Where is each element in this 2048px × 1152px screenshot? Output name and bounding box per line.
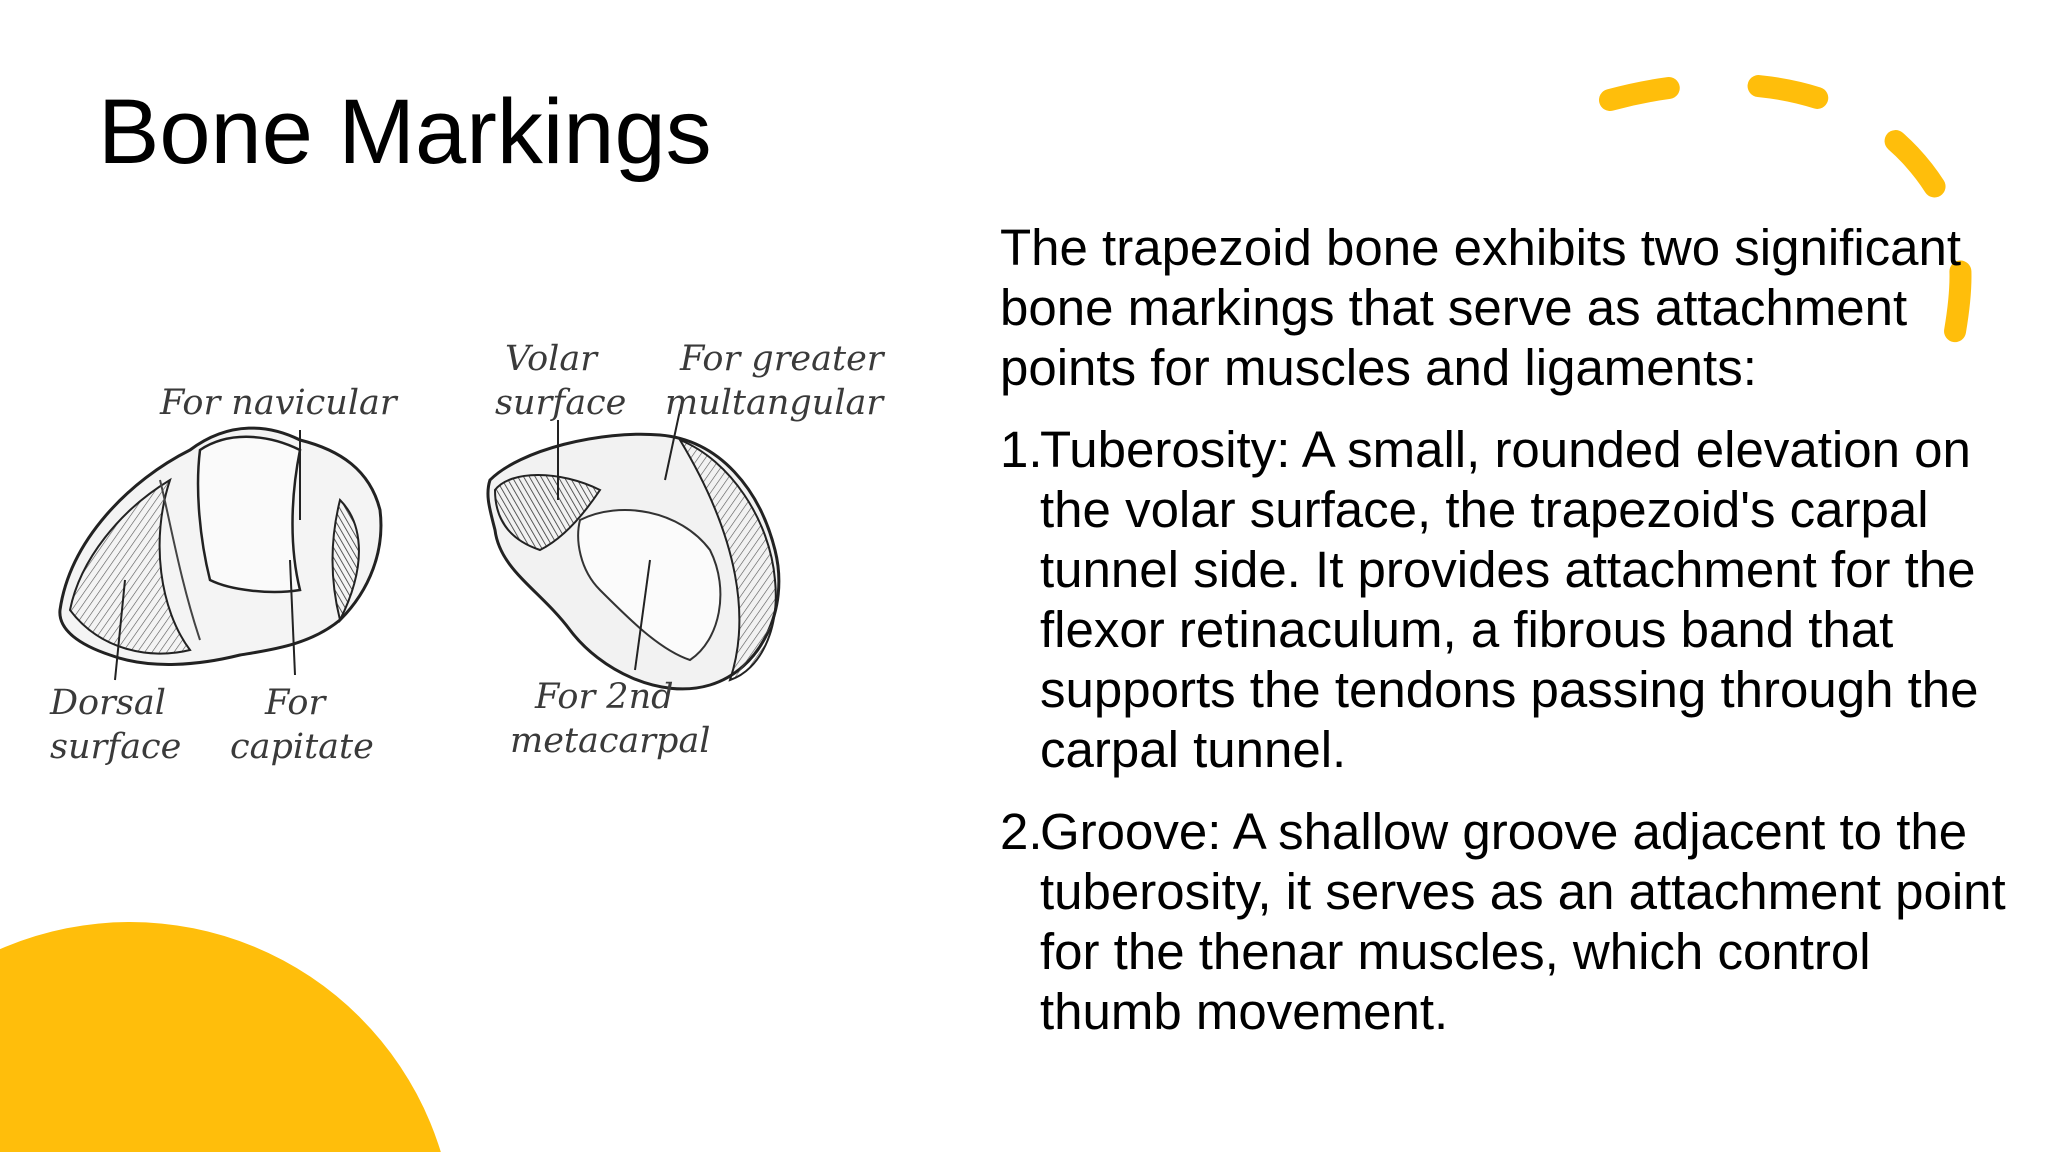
list-item — [1000, 420, 2020, 780]
label-surface-right: surface — [495, 383, 627, 423]
label-volar: Volar — [505, 339, 597, 379]
label-for-capitate-1: For — [265, 683, 326, 723]
bone-marking-list — [1000, 420, 2020, 1042]
list-item-number: 1. — [1000, 421, 1043, 478]
intro-paragraph: The trapezoid bone exhibits two significant bone markings that serve as attachment points for muscles and ligaments: — [1000, 219, 1962, 396]
label-for-greater: For greater — [680, 339, 884, 379]
left-bone-view — [60, 428, 381, 680]
label-for-2nd: For 2nd — [535, 677, 674, 717]
label-surface-left: surface — [50, 727, 182, 767]
body-text — [1000, 218, 2020, 1064]
label-metacarpal: metacarpal — [510, 721, 711, 761]
label-for-navicular: For navicular — [160, 383, 397, 423]
label-dorsal: Dorsal — [50, 683, 166, 723]
list-item-number: 2. — [1000, 803, 1043, 860]
label-for-capitate-2: capitate — [230, 727, 374, 767]
slide-title: Bone Markings — [98, 81, 712, 183]
yellow-circle-decoration — [0, 922, 455, 1152]
trapezoid-bone-illustration — [40, 320, 920, 790]
list-item-text: Tuberosity: A small, rounded elevation on the volar surface, the trapezoid's carpal tunnel side. It provides attachment for the flexor retinaculum, a fibrous band that supports the tendons passing through the carpal tunnel. — [1040, 421, 1979, 778]
right-bone-view — [488, 410, 779, 689]
list-item-text: Groove: A shallow groove adjacent to the tuberosity, it serves as an attachment point for the thenar muscles, which control thumb movement. — [1040, 803, 2006, 1040]
list-item — [1000, 802, 2020, 1042]
label-multangular: multangular — [665, 383, 884, 423]
